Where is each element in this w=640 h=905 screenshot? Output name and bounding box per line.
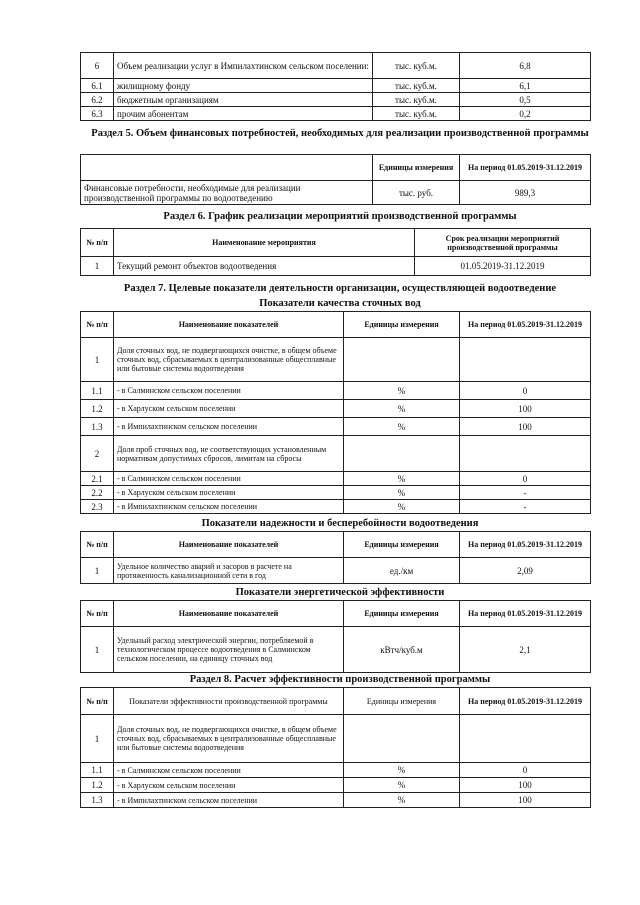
row-unit: тыс. куб.м.	[373, 79, 460, 93]
row-unit: тыс. руб.	[373, 181, 460, 205]
row-value: 989,3	[460, 181, 591, 205]
row-name: - в Салминском сельском поселении	[114, 472, 344, 486]
financial-needs-table	[80, 154, 591, 205]
row-value: 100	[460, 400, 591, 418]
row-value: 6,1	[460, 79, 591, 93]
name-header: Наименование показателей	[114, 532, 344, 558]
energy-subtitle: Показатели энергетической эффективности	[235, 587, 445, 598]
quality-subtitle: Показатели качества сточных вод	[259, 298, 421, 309]
efficiency-table	[80, 687, 591, 808]
period-header: На период 01.05.2019-31.12.2019	[460, 601, 591, 627]
row-name: жилищному фонду	[114, 79, 373, 93]
row-value: 6,8	[460, 53, 591, 79]
table-row	[81, 382, 591, 400]
row-name: Доля сточных вод, не подвергающихся очистке, в общем объеме сточных вод, сбрасываемых в централизованные общесплавные или бытовые системы водоотведения	[114, 338, 344, 382]
num-header: № п/п	[81, 601, 114, 627]
table-row	[81, 181, 591, 205]
row-num: 6.2	[81, 93, 114, 107]
row-name: - в Импилахтинском сельском поселении	[114, 500, 344, 514]
schedule-table	[80, 228, 591, 276]
unit-header: Единицы измерения	[344, 532, 460, 558]
row-num: 1.1	[81, 382, 114, 400]
row-value: 0	[460, 382, 591, 400]
period-header: На период 01.05.2019-31.12.2019	[460, 532, 591, 558]
name-header: Наименование мероприятия	[114, 229, 415, 257]
unit-header: Единицы измерения	[344, 601, 460, 627]
energy-table	[80, 600, 591, 673]
table-row	[81, 486, 591, 500]
row-name: - в Салминском сельском поселении	[114, 763, 344, 778]
table-header	[81, 229, 591, 257]
section-5-title: Раздел 5. Объем финансовых потребностей, необходимых для реализации производственной программы	[91, 128, 589, 139]
row-name: - в Харлуском сельском поселении	[114, 778, 344, 793]
sales-volume-table	[80, 52, 591, 121]
row-unit	[344, 338, 460, 382]
row-unit: %	[344, 763, 460, 778]
row-num: 1	[81, 627, 114, 673]
row-unit: тыс. куб.м.	[373, 93, 460, 107]
table-row	[81, 763, 591, 778]
row-unit: %	[344, 500, 460, 514]
period-header: На период 01.05.2019-31.12.2019	[460, 155, 591, 181]
term-header: Срок реализации мероприятий производственной программы	[415, 229, 591, 257]
table-row	[81, 778, 591, 793]
table-row	[81, 472, 591, 486]
quality-table	[80, 311, 591, 514]
row-value: 100	[460, 793, 591, 808]
row-num: 1	[81, 257, 114, 276]
row-name: Удельное количество аварий и засоров в расчете на протяженность канализационной сети в год	[114, 558, 344, 584]
row-unit: %	[344, 778, 460, 793]
num-header: № п/п	[81, 688, 114, 715]
row-num: 1.3	[81, 418, 114, 436]
row-unit: кВтч/куб.м	[344, 627, 460, 673]
reliability-table	[80, 531, 591, 584]
row-name: - в Импилахтинском сельском поселении	[114, 418, 344, 436]
table-row	[81, 107, 591, 121]
num-header: № п/п	[81, 229, 114, 257]
table-header	[81, 532, 591, 558]
row-unit: %	[344, 400, 460, 418]
row-name: - в Харлуском сельском поселении	[114, 400, 344, 418]
row-num: 6	[81, 53, 114, 79]
row-unit: тыс. куб.м.	[373, 53, 460, 79]
period-header: На период 01.05.2019-31.12.2019	[460, 688, 591, 715]
table-row	[81, 79, 591, 93]
row-value: 0,2	[460, 107, 591, 121]
table-row	[81, 53, 591, 79]
table-row	[81, 558, 591, 584]
row-name: - в Салминском сельском поселении	[114, 382, 344, 400]
row-name: - в Импилахтинском сельском поселении	[114, 793, 344, 808]
section-8-title: Раздел 8. Расчет эффективности производственной программы	[189, 674, 491, 685]
table-header	[81, 601, 591, 627]
row-unit: %	[344, 472, 460, 486]
table-row	[81, 257, 591, 276]
row-name: Доля проб сточных вод, не соответствующих установленным нормативам допустимых сбросов, лимитам на сбросы	[114, 436, 344, 472]
table-row	[81, 793, 591, 808]
row-name: прочим абонентам	[114, 107, 373, 121]
row-value: 0	[460, 472, 591, 486]
row-num: 6.1	[81, 79, 114, 93]
row-num: 1.3	[81, 793, 114, 808]
table-row	[81, 418, 591, 436]
row-unit: %	[344, 418, 460, 436]
row-unit	[344, 715, 460, 763]
row-num: 1.2	[81, 778, 114, 793]
row-num: 2	[81, 436, 114, 472]
name-header: Наименование показателей	[114, 312, 344, 338]
row-unit: %	[344, 486, 460, 500]
row-name: Объем реализации услуг в Импилахтинском сельском поселении:	[114, 53, 373, 79]
period-header: На период 01.05.2019-31.12.2019	[460, 312, 591, 338]
table-row	[81, 93, 591, 107]
row-name: Удельный расход электрической энергии, потребляемой в технологическом процессе водоотведения в Салминском сельском поселении, на единицу сточных вод	[114, 627, 344, 673]
table-row	[81, 436, 591, 472]
row-unit: %	[344, 382, 460, 400]
row-name: Текущий ремонт объектов водоотведения	[114, 257, 415, 276]
row-num: 1.2	[81, 400, 114, 418]
row-unit: тыс. куб.м.	[373, 107, 460, 121]
table-row	[81, 500, 591, 514]
row-name: Доля сточных вод, не подвергающихся очистке, в общем объеме сточных вод, сбрасываемых в централизованные общесплавные или бытовые системы водоотведения	[114, 715, 344, 763]
row-num: 2.2	[81, 486, 114, 500]
empty-header-cell	[81, 155, 373, 181]
row-term: 01.05.2019-31.12.2019	[415, 257, 591, 276]
row-value	[460, 436, 591, 472]
row-value: 0	[460, 763, 591, 778]
name-header: Наименование показателей	[114, 601, 344, 627]
row-value	[460, 338, 591, 382]
row-value: 100	[460, 778, 591, 793]
unit-header: Единицы измерения	[344, 312, 460, 338]
row-num: 1	[81, 715, 114, 763]
row-value: 0,5	[460, 93, 591, 107]
row-value: -	[460, 486, 591, 500]
row-unit: %	[344, 793, 460, 808]
table-row	[81, 715, 591, 763]
row-name: Финансовые потребности, необходимые для реализации производственной программы по водоотведению	[81, 181, 373, 205]
table-header	[81, 312, 591, 338]
row-num: 1	[81, 338, 114, 382]
unit-header: Единицы измерения	[373, 155, 460, 181]
num-header: № п/п	[81, 532, 114, 558]
section-7-title: Раздел 7. Целевые показатели деятельности организации, осуществляющей водоотведение	[123, 283, 557, 294]
row-num: 2.3	[81, 500, 114, 514]
section-6-title: Раздел 6. График реализации мероприятий производственной программы	[163, 211, 517, 222]
table-row	[81, 338, 591, 382]
name-header: Показатели эффективности производственной программы	[114, 688, 344, 715]
row-num: 2.1	[81, 472, 114, 486]
num-header: № п/п	[81, 312, 114, 338]
table-row	[81, 627, 591, 673]
row-name: - в Харлуском сельском поселении	[114, 486, 344, 500]
row-value	[460, 715, 591, 763]
row-value: 2,09	[460, 558, 591, 584]
row-unit	[344, 436, 460, 472]
row-num: 1.1	[81, 763, 114, 778]
table-header	[81, 688, 591, 715]
row-value: 100	[460, 418, 591, 436]
unit-header: Единицы измерения	[344, 688, 460, 715]
table-row	[81, 400, 591, 418]
row-name: бюджетным организациям	[114, 93, 373, 107]
reliability-subtitle: Показатели надежности и бесперебойности водоотведения	[201, 518, 479, 529]
row-unit: ед./км	[344, 558, 460, 584]
row-num: 1	[81, 558, 114, 584]
row-value: -	[460, 500, 591, 514]
row-value: 2,1	[460, 627, 591, 673]
row-num: 6.3	[81, 107, 114, 121]
table-header	[81, 155, 591, 181]
